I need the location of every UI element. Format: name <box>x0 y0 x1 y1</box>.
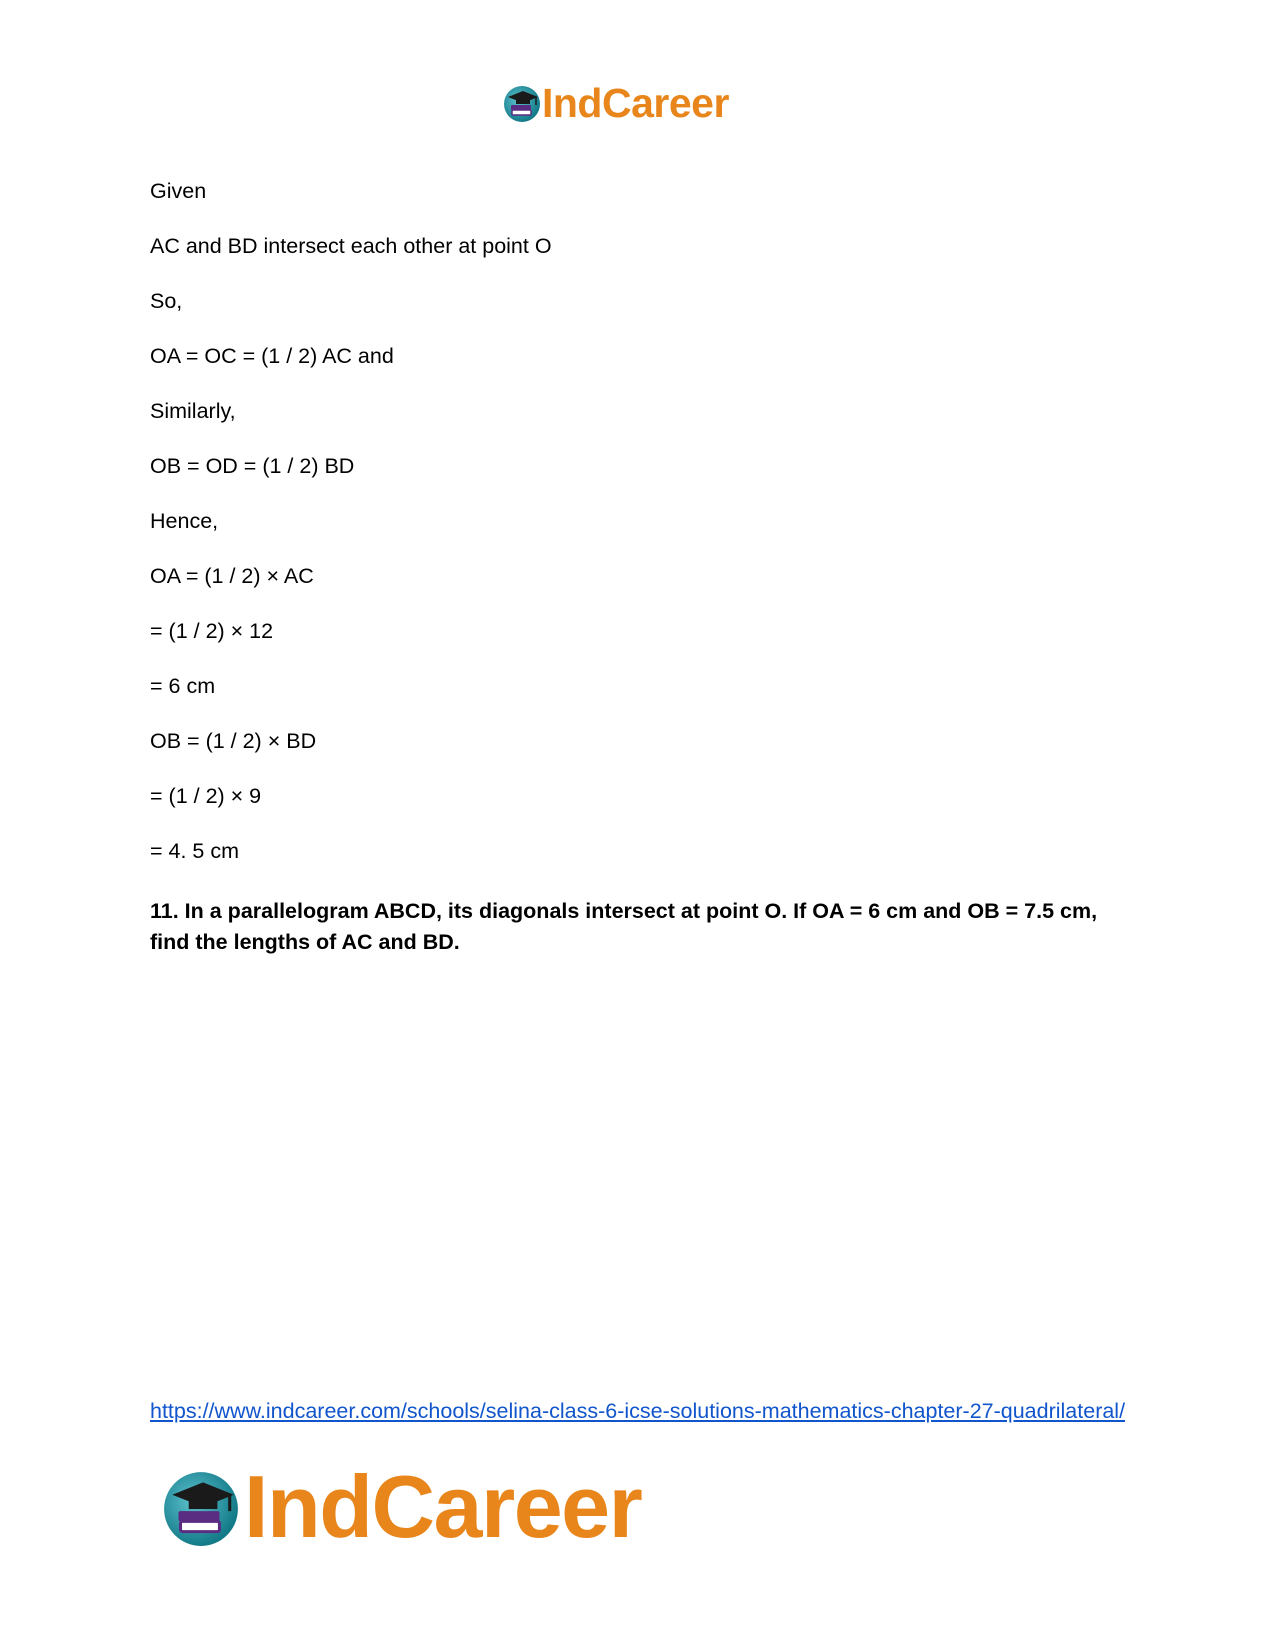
footer-url-link[interactable]: https://www.indcareer.com/schools/selina-class-6-icse-solutions-mathematics-chapter-27-quadrilateral/ <box>150 1399 1126 1423</box>
text-line: OB = (1 / 2) × BD <box>150 729 317 753</box>
text-line: OA = (1 / 2) × AC <box>150 564 314 588</box>
graduation-cap-books-icon <box>502 83 542 123</box>
question-heading: 11. In a parallelogram ABCD, its diagonals intersect at point O. If OA = 6 cm and OB = 7.5 cm, find the lengths of AC and BD. <box>150 899 1098 954</box>
text-line: = 4. 5 cm <box>150 839 240 863</box>
text-line: = 6 cm <box>150 674 216 698</box>
text-line: Hence, <box>150 509 219 533</box>
text-line: = (1 / 2) × 12 <box>150 619 274 643</box>
text-line: Given <box>150 179 207 203</box>
header-logo-text: IndCareer <box>542 79 729 126</box>
text-line: So, <box>150 289 183 313</box>
footer-logo-text: IndCareer <box>244 1457 642 1556</box>
text-line: = (1 / 2) × 9 <box>150 784 262 808</box>
text-line: OA = OC = (1 / 2) AC and <box>150 344 394 368</box>
text-line: Similarly, <box>150 399 236 423</box>
graduation-cap-books-icon <box>160 1466 242 1548</box>
header-logo <box>502 78 729 128</box>
text-line: AC and BD intersect each other at point O <box>150 234 552 258</box>
text-line: OB = OD = (1 / 2) BD <box>150 454 355 478</box>
footer-logo <box>160 1457 642 1556</box>
